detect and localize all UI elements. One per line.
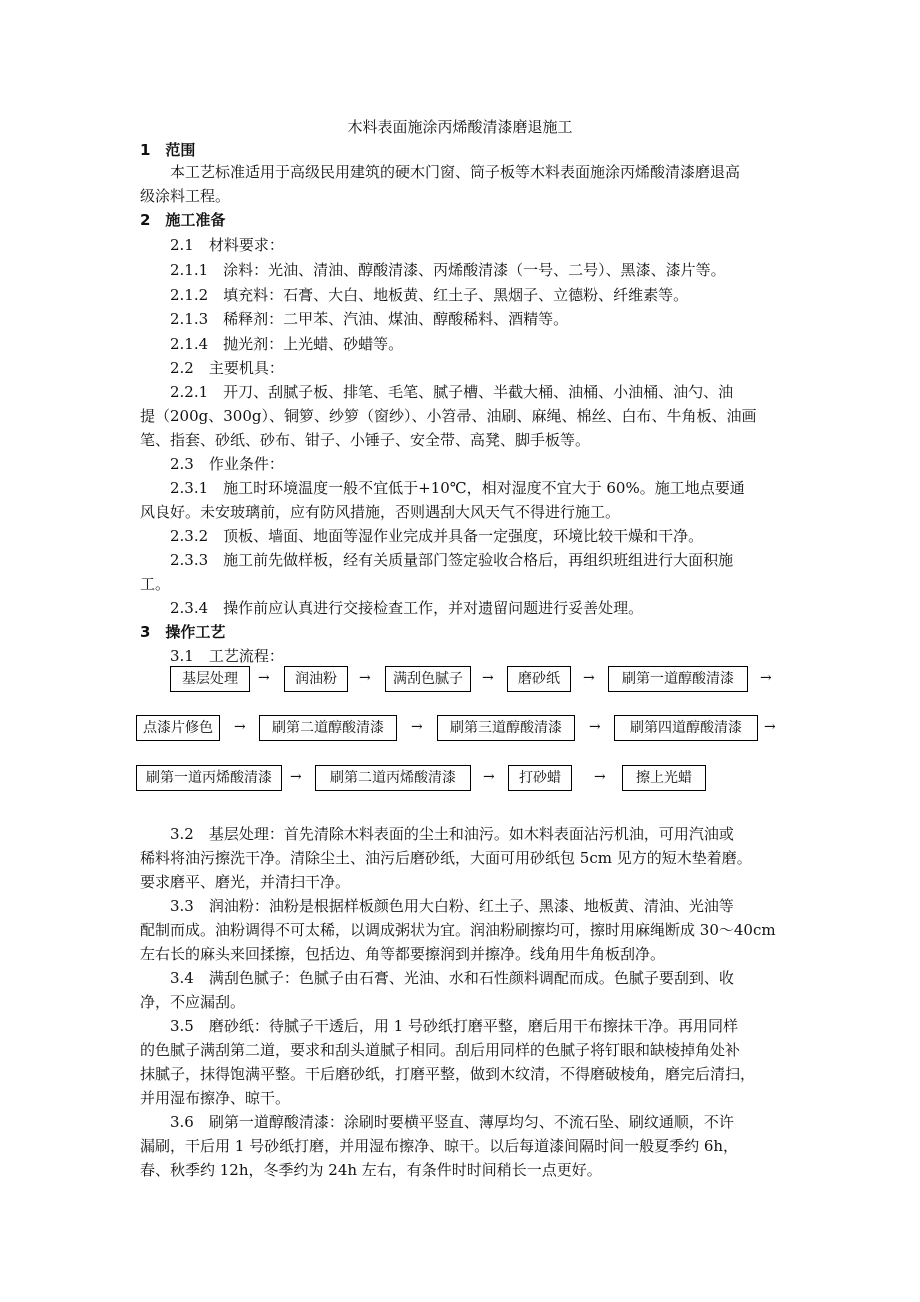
flow-step: 打砂蜡 <box>508 765 572 791</box>
flow-step: 点漆片修色 <box>136 715 220 741</box>
flow-arrow: → <box>583 670 595 686</box>
list-item: 2.1.2 填充料：石膏、大白、地板黄、红土子、黑烟子、立德粉、纤维素等。 <box>170 286 689 304</box>
flow-step: 润油粉 <box>284 666 348 692</box>
paragraph: 稀料将油污擦洗干净。清除尘土、油污后磨砂纸，大面可用砂纸包 5cm 见方的短木垫着磨。 <box>140 849 752 867</box>
paragraph: 春、秋季约 12h，冬季约为 24h 左右，有条件时时间稍长一点更好。 <box>140 1161 602 1179</box>
paragraph: 配制而成。油粉调得不可太稀，以调成粥状为宜。润油粉刷擦均可，擦时用麻绳断成 30～40cm <box>140 921 776 939</box>
paragraph: 抹腻子，抹得饱满平整。干后磨砂纸，打磨平整，做到木纹清，不得磨破棱角，磨完后清扫， <box>140 1065 756 1083</box>
flow-arrow: → <box>234 719 246 735</box>
list-item: 风良好。未安玻璃前，应有防风措施，否则遇刮大风天气不得进行施工。 <box>140 503 621 521</box>
flow-arrow: → <box>764 719 776 735</box>
flow-step: 刷第二道醇酸清漆 <box>259 715 397 741</box>
section-2-heading: 2 施工准备 <box>140 211 226 229</box>
flow-step: 基层处理 <box>170 666 250 692</box>
subheading: 2.3 作业条件： <box>170 455 284 473</box>
list-item: 2.1.3 稀释剂：二甲苯、汽油、煤油、醇酸稀料、酒精等。 <box>170 310 569 328</box>
list-item: 笔、指套、砂纸、砂布、钳子、小锤子、安全带、高凳、脚手板等。 <box>140 431 591 449</box>
flow-step: 刷第三道醇酸清漆 <box>437 715 575 741</box>
list-item: 2.3.3 施工前先做样板，经有关质量部门签定验收合格后，再组织班组进行大面积施 <box>170 551 734 569</box>
paragraph: 并用湿布擦净、晾干。 <box>140 1089 291 1107</box>
flow-arrow: → <box>482 670 494 686</box>
flow-step: 磨砂纸 <box>507 666 571 692</box>
subheading: 2.1 材料要求： <box>170 236 284 254</box>
list-item: 工。 <box>140 575 171 593</box>
flow-arrow: → <box>594 769 606 785</box>
flow-arrow: → <box>258 670 270 686</box>
paragraph: 的色腻子满刮第二道，要求和刮头道腻子相同。刮后用同样的色腻子将钉眼和缺棱掉角处补 <box>140 1041 741 1059</box>
paragraph: 本工艺标准适用于高级民用建筑的硬木门窗、筒子板等木料表面施涂丙烯酸清漆磨退高 <box>170 163 741 181</box>
paragraph: 3.6 刷第一道醇酸清漆：涂刷时要横平竖直、薄厚均匀、不流石坠、刷纹通顺，不许 <box>170 1113 734 1131</box>
flow-step: 满刮色腻子 <box>385 666 471 692</box>
paragraph: 级涂料工程。 <box>140 187 231 205</box>
flow-arrow: → <box>589 719 601 735</box>
section-3-heading: 3 操作工艺 <box>140 623 226 641</box>
paragraph: 左右长的麻头来回揉擦，包括边、角等都要擦润到并擦净。线角用牛角板刮净。 <box>140 945 666 963</box>
flow-arrow: → <box>411 719 423 735</box>
flow-step: 擦上光蜡 <box>622 765 706 791</box>
list-item: 2.2.1 开刀、刮腻子板、排笔、毛笔、腻子槽、半截大桶、油桶、小油桶、油勺、油 <box>170 383 734 401</box>
document-title: 木料表面施涂丙烯酸清漆磨退施工 <box>347 118 573 136</box>
section-1-heading: 1 范围 <box>140 141 196 159</box>
list-item: 2.1.4 抛光剂：上光蜡、砂蜡等。 <box>170 335 404 353</box>
flow-step: 刷第一道醇酸清漆 <box>608 666 748 692</box>
flow-step: 刷第二道丙烯酸清漆 <box>315 765 471 791</box>
paragraph: 3.5 磨砂纸：待腻子干透后，用 1 号砂纸打磨平整，磨后用干布擦抹干净。再用同样 <box>170 1017 738 1035</box>
list-item: 2.1.1 涂料：光油、清油、醇酸清漆、丙烯酸清漆（一号、二号）、黑漆、漆片等。 <box>170 261 726 279</box>
list-item: 2.3.4 操作前应认真进行交接检查工作，并对遗留问题进行妥善处理。 <box>170 599 644 617</box>
flow-arrow: → <box>359 670 371 686</box>
flow-arrow: → <box>483 769 495 785</box>
paragraph: 净，不应漏刮。 <box>140 993 246 1011</box>
list-item: 2.3.1 施工时环境温度一般不宜低于+10℃，相对湿度不宜大于 60%。施工地点要通 <box>170 479 745 497</box>
flow-arrow: → <box>290 769 302 785</box>
paragraph: 3.4 满刮色腻子：色腻子由石膏、光油、水和石性颜料调配而成。色腻子要刮到、收 <box>170 969 734 987</box>
subheading: 2.2 主要机具： <box>170 359 284 377</box>
flow-arrow: → <box>760 670 772 686</box>
paragraph: 3.2 基层处理：首先清除木料表面的尘土和油污。如木料表面沾污机油，可用汽油或 <box>170 825 734 843</box>
list-item: 2.3.2 顶板、墙面、地面等湿作业完成并具备一定强度，环境比较干燥和干净。 <box>170 527 704 545</box>
flow-step: 刷第一道丙烯酸清漆 <box>136 765 282 791</box>
paragraph: 要求磨平、磨光，并清扫干净。 <box>140 873 351 891</box>
list-item: 提（200g、300g）、铜箩、纱箩（窗纱）、小笤帚、油刷、麻绳、棉丝、白布、牛角板、油画 <box>140 407 757 425</box>
paragraph: 3.3 润油粉：油粉是根据样板颜色用大白粉、红土子、黑漆、地板黄、清油、光油等 <box>170 897 734 915</box>
paragraph: 漏刷，干后用 1 号砂纸打磨，并用湿布擦净、晾干。以后每道漆间隔时间一般夏季约 6h， <box>140 1137 739 1155</box>
subheading: 3.1 工艺流程： <box>170 647 284 665</box>
flow-step: 刷第四道醇酸清漆 <box>614 715 758 741</box>
